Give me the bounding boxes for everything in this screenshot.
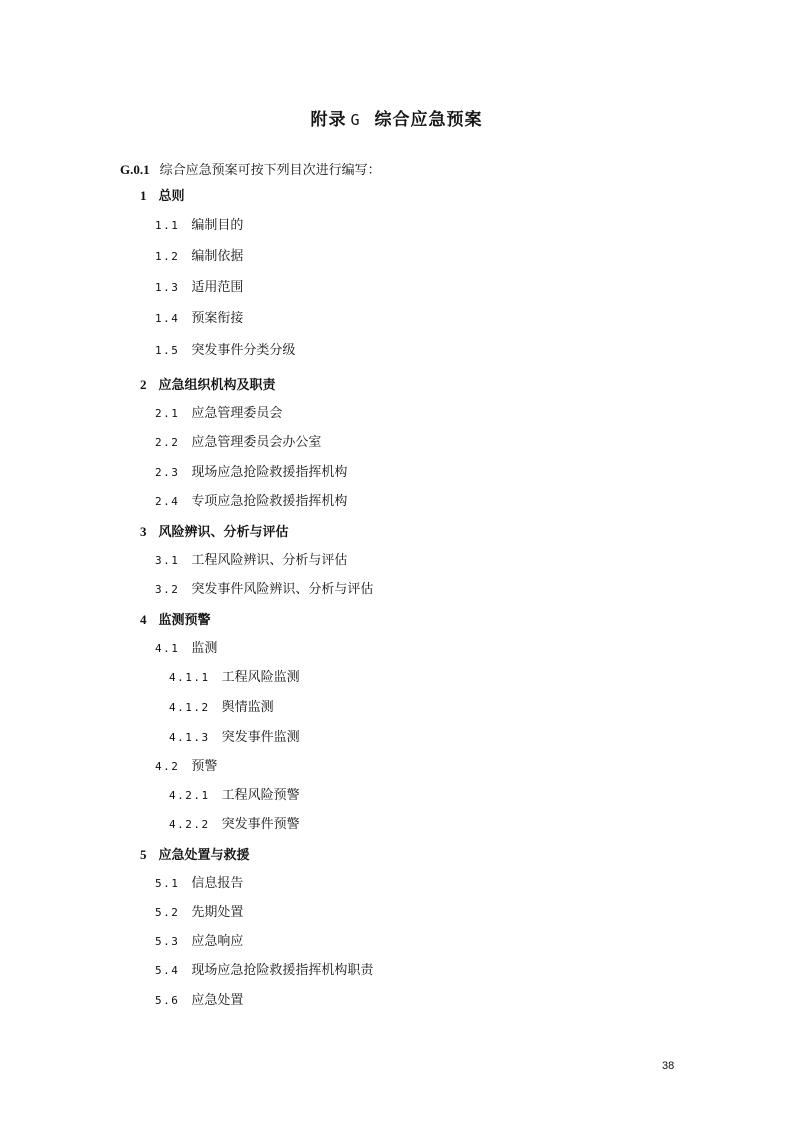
appendix-letter: G: [350, 111, 361, 129]
item-number: 5.2: [155, 906, 180, 919]
item-number: 5.3: [155, 935, 180, 948]
toc-item: [169, 817, 300, 833]
toc-item: [155, 759, 217, 775]
item-number: 1.2: [155, 250, 180, 263]
item-text: 突发事件预警: [221, 817, 300, 832]
toc-item: [155, 311, 243, 327]
item-text: 预案衔接: [191, 311, 244, 326]
item-number: 4.2: [155, 760, 180, 773]
toc-item: [155, 249, 243, 265]
toc-item: [155, 553, 347, 569]
item-number: 3.1: [155, 554, 180, 567]
item-text: 监测: [191, 641, 218, 656]
clause-text: 综合应急预案可按下列目次进行编写：: [159, 163, 381, 178]
toc-item: [169, 788, 300, 804]
section-heading: [140, 188, 185, 205]
item-text: 监测预警: [158, 613, 211, 628]
section-heading: [140, 377, 276, 394]
item-text: 现场应急抢险救援指挥机构职责: [191, 963, 374, 978]
item-text: 工程风险监测: [221, 670, 300, 685]
item-number: 2.3: [155, 466, 180, 479]
item-number: 1.4: [155, 312, 180, 325]
item-text: 现场应急抢险救援指挥机构: [191, 465, 348, 480]
item-text: 突发事件分类分级: [191, 343, 296, 358]
item-number: 4.1: [155, 642, 180, 655]
page-number: 38: [662, 1060, 675, 1072]
item-text: 先期处置: [191, 905, 244, 920]
toc-item: [169, 700, 274, 716]
item-text: 应急管理委员会: [191, 406, 283, 421]
item-text: 突发事件风险辨识、分析与评估: [191, 582, 374, 597]
item-text: 预警: [191, 759, 218, 774]
item-text: 舆情监测: [221, 700, 274, 715]
toc-item: [155, 993, 243, 1009]
item-text: 编制目的: [191, 218, 244, 233]
toc-item: [169, 730, 300, 746]
item-text: 应急处置与救援: [158, 848, 250, 863]
clause-number: G.0.1: [120, 162, 150, 177]
appendix-prefix: 附录: [310, 110, 347, 130]
item-text: 专项应急抢险救援指挥机构: [191, 494, 348, 509]
toc-item: [155, 963, 373, 979]
section-heading: [140, 847, 250, 864]
item-text: 适用范围: [191, 280, 244, 295]
item-number: 5.1: [155, 877, 180, 890]
item-number: 5.4: [155, 964, 180, 977]
item-text: 应急处置: [191, 993, 244, 1008]
item-number: 3.2: [155, 583, 180, 596]
item-number: 1: [140, 188, 147, 203]
toc-item: [155, 343, 295, 359]
item-text: 编制依据: [191, 249, 244, 264]
item-number: 2.4: [155, 495, 180, 508]
section-heading: [140, 524, 289, 541]
item-text: 信息报告: [191, 876, 244, 891]
item-text: 工程风险辨识、分析与评估: [191, 553, 348, 568]
item-number: 2.2: [155, 436, 180, 449]
item-number: 3: [140, 524, 147, 539]
item-number: 4.1.1: [169, 671, 210, 684]
toc-item: [155, 934, 243, 950]
item-text: 总则: [158, 189, 185, 204]
item-text: 应急响应: [191, 934, 244, 949]
item-number: 4.1.3: [169, 731, 210, 744]
appendix-title: [0, 105, 793, 130]
appendix-title-text: 综合应急预案: [374, 110, 483, 130]
item-number: 2.1: [155, 407, 180, 420]
toc-item: [155, 435, 321, 451]
item-number: 5.6: [155, 994, 180, 1007]
toc-item: [169, 670, 300, 686]
toc-item: [155, 582, 373, 598]
item-number: 5: [140, 847, 147, 862]
toc-item: [155, 280, 243, 296]
item-text: 应急管理委员会办公室: [191, 435, 322, 450]
item-number: 1.1: [155, 219, 180, 232]
toc-item: [155, 218, 243, 234]
toc-item: [155, 905, 243, 921]
toc-item: [155, 876, 243, 892]
item-text: 应急组织机构及职责: [158, 378, 276, 393]
item-number: 4: [140, 612, 147, 627]
item-number: 4.2.2: [169, 818, 210, 831]
item-number: 1.5: [155, 344, 180, 357]
toc-item: [155, 406, 282, 422]
item-text: 突发事件监测: [221, 730, 300, 745]
toc-item: [155, 641, 217, 657]
item-number: 2: [140, 377, 147, 392]
toc-item: [155, 465, 347, 481]
item-number: 1.3: [155, 281, 180, 294]
item-number: 4.2.1: [169, 789, 210, 802]
item-number: 4.1.2: [169, 701, 210, 714]
section-heading: [140, 612, 211, 629]
item-text: 风险辨识、分析与评估: [158, 525, 289, 540]
intro-clause: [120, 162, 381, 179]
item-text: 工程风险预警: [221, 788, 300, 803]
toc-item: [155, 494, 347, 510]
